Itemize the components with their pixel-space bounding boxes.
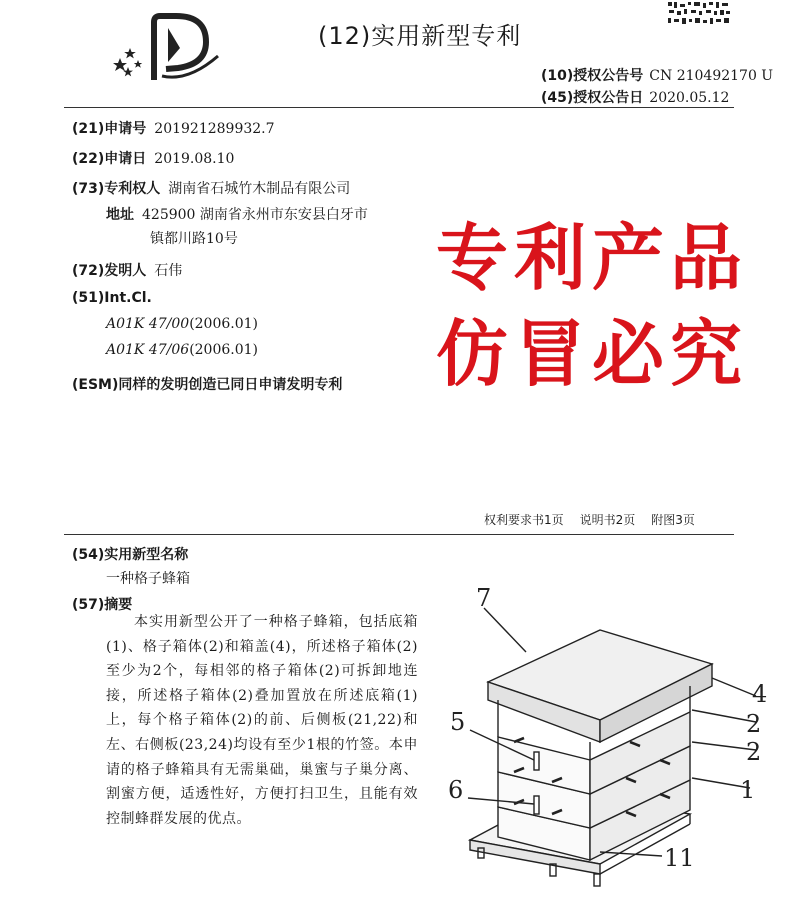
document-title: (12)实用新型专利	[318, 22, 522, 50]
ipc-code: A01K 47/00	[106, 316, 190, 332]
figure-label-2b: 2	[746, 738, 762, 766]
stamp-line-1: 专利产品	[436, 216, 749, 300]
ipc-class-2	[106, 342, 258, 358]
address-row	[106, 204, 368, 224]
inventor-value: 石伟	[154, 263, 183, 279]
claims-pages: 权利要求书1页	[484, 513, 564, 527]
figure-label-6: 6	[448, 776, 464, 804]
page-counts	[484, 511, 711, 528]
address-line-2: 镇都川路10号	[150, 231, 238, 247]
abstract-label: (57)摘要	[72, 597, 133, 613]
filing-date-row	[72, 148, 234, 168]
figure-label-5: 5	[450, 708, 466, 736]
ipc-class-1	[106, 316, 258, 332]
cnipa-logo-icon	[108, 12, 228, 84]
filing-date-label: (22)申请日	[72, 151, 147, 167]
ipc-code: A01K 47/06	[106, 342, 190, 358]
model-name-value: 一种格子蜂箱	[106, 571, 190, 587]
figure-label-2: 2	[746, 710, 762, 738]
model-name-label: (54)实用新型名称	[72, 547, 189, 563]
figure-label-1: 1	[740, 776, 756, 804]
inventor-label: (72)发明人	[72, 263, 147, 279]
address-line-2-row	[150, 228, 238, 248]
application-number-row	[72, 118, 275, 138]
ipc-row	[72, 290, 152, 306]
figure-label-7: 7	[476, 584, 492, 612]
description-pages: 说明书2页	[579, 513, 636, 527]
application-number-value: 201921289932.7	[154, 121, 275, 137]
abstract-text: 本实用新型公开了一种格子蜂箱，包括底箱(1)、格子箱体(2)和箱盖(4)，所述格子箱体(2)至少为2个，每相邻的格子箱体(2)可拆卸地连接，所述格子箱体(2)叠加置放在所述底箱(1)上，每个格子箱体(2)的前、后侧板(21,22)和左、右侧板(23,24)均设有至少1根的竹签。本申请的格子蜂箱具有无需巢础，巢蜜与子巢分离、割蜜方便，适透性好，方便打扫卫生，且能有效控制蜂群发展的优点。	[106, 614, 418, 827]
address-label: 地址	[106, 207, 134, 223]
patentee-row	[72, 178, 350, 198]
esm-note: (ESM)同样的发明创造已同日申请发明专利	[72, 377, 343, 393]
filing-date-value: 2019.08.10	[154, 151, 235, 167]
publication-date-value: 2020.05.12	[649, 90, 730, 106]
ipc-label: (51)Int.Cl.	[72, 290, 152, 306]
drawings-pages: 附图3页	[651, 513, 695, 527]
abstract-divider	[64, 534, 734, 535]
application-number-label: (21)申请号	[72, 121, 147, 137]
patentee-label: (73)专利权人	[72, 181, 161, 197]
qr-code-icon[interactable]	[666, 0, 732, 28]
publication-number-value: CN 210492170 U	[649, 68, 774, 84]
publication-number-row	[541, 65, 773, 85]
patentee-value: 湖南省石城竹木制品有限公司	[168, 181, 351, 197]
publication-date-row	[541, 87, 729, 107]
publication-number-label: (10)授权公告号	[541, 68, 644, 84]
header-divider	[64, 107, 734, 108]
publication-date-label: (45)授权公告日	[541, 90, 644, 106]
address-line-1: 425900 湖南省永州市东安县白牙市	[142, 207, 368, 223]
beehive-figure	[430, 582, 770, 912]
esm-row	[72, 374, 342, 394]
figure-label-11: 11	[664, 844, 695, 872]
stamp-line-2: 仿冒必究	[436, 312, 749, 396]
ipc-date: (2006.01)	[189, 316, 259, 332]
figure-label-4: 4	[752, 680, 768, 708]
inventor-row	[72, 260, 182, 280]
ipc-date: (2006.01)	[189, 342, 259, 358]
